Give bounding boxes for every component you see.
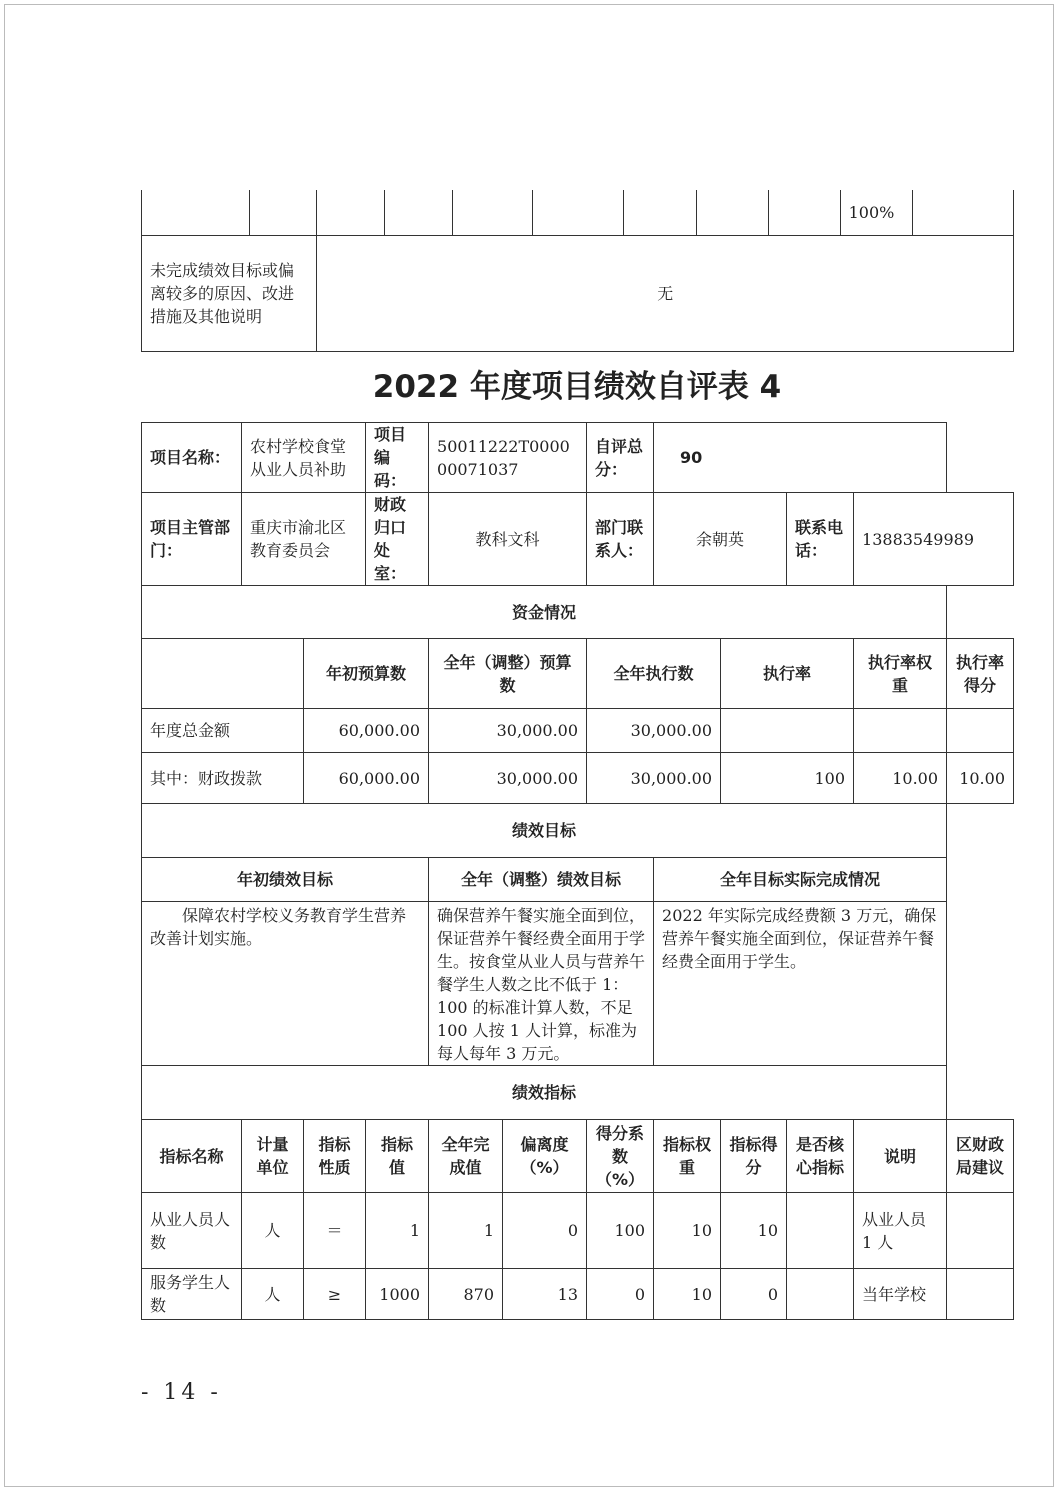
notes-value: 无 (317, 235, 1014, 351)
prev-last-value: 100% (840, 190, 913, 235)
finance-office-label: 财政归口处室： (366, 493, 429, 586)
indicator-coefficient: 100 (587, 1193, 654, 1269)
indicator-coefficient: 0 (587, 1269, 654, 1320)
funds-budget: 60,000.00 (304, 709, 429, 753)
indicators-section-header: 绩效指标 (142, 1066, 947, 1120)
indicator-header: 指标名称 (142, 1120, 242, 1193)
funds-executed: 30,000.00 (587, 753, 721, 804)
project-code-label: 项目编码： (366, 423, 429, 493)
funds-header: 执行率权重 (854, 639, 947, 709)
indicator-weight: 10 (654, 1193, 721, 1269)
funds-section-header: 资金情况 (142, 586, 947, 639)
funds-executed: 30,000.00 (587, 709, 721, 753)
funds-header: 执行率 (721, 639, 854, 709)
indicator-note: 当年学校 (854, 1269, 947, 1320)
funds-budget: 60,000.00 (304, 753, 429, 804)
indicator-nature: ≥ (304, 1269, 366, 1320)
funds-row-label: 年度总金额 (142, 709, 304, 753)
goals-header: 全年（调整）绩效目标 (429, 858, 654, 902)
indicator-value: 1 (366, 1193, 429, 1269)
project-name: 农村学校食堂从业人员补助 (242, 423, 366, 493)
goal-adjusted: 确保营养午餐实施全面到位，保证营养午餐经费全面用于学生。按食堂从业人员与营养午餐学生人数之比不低于 1：100 的标准计算人数，不足 100 人按 1 人计算，标准为每人每年 3 万元。 (429, 902, 654, 1066)
indicator-core (787, 1193, 854, 1269)
indicator-core (787, 1269, 854, 1320)
indicator-score: 10 (721, 1193, 787, 1269)
indicator-unit: 人 (242, 1193, 304, 1269)
indicator-header: 说明 (854, 1120, 947, 1193)
score-label: 自评总分： (587, 423, 654, 493)
funds-adjusted: 30,000.00 (429, 753, 587, 804)
indicator-name: 从业人员人数 (142, 1193, 242, 1269)
table-row (142, 1269, 1014, 1320)
goals-header: 年初绩效目标 (142, 858, 429, 902)
phone-value: 13883549989 (854, 493, 1014, 586)
indicator-unit: 人 (242, 1269, 304, 1320)
goal-initial: 保障农村学校义务教育学生营养改善计划实施。 (142, 902, 429, 1066)
funds-header: 年初预算数 (304, 639, 429, 709)
indicator-header: 全年完成值 (429, 1120, 503, 1193)
indicator-header: 指标值 (366, 1120, 429, 1193)
dept-value: 重庆市渝北区教育委员会 (242, 493, 366, 586)
indicator-name: 服务学生人数 (142, 1269, 242, 1320)
goal-actual: 2022 年实际完成经费额 3 万元，确保营养午餐实施全面到位，保证营养午餐经费全面用于学生。 (654, 902, 947, 1066)
indicator-header: 指标权重 (654, 1120, 721, 1193)
notes-label: 未完成绩效目标或偏离较多的原因、改进措施及其他说明 (142, 235, 317, 351)
goals-section-header: 绩效目标 (142, 804, 947, 858)
indicator-value: 1000 (366, 1269, 429, 1320)
project-code: 50011222T000000071037 (429, 423, 587, 493)
funds-row-label: 其中：财政拨款 (142, 753, 304, 804)
project-name-label: 项目名称： (142, 423, 242, 493)
funds-score: 10.00 (947, 753, 1014, 804)
indicator-header: 计量单位 (242, 1120, 304, 1193)
table-row (142, 753, 1014, 804)
funds-header: 全年执行数 (587, 639, 721, 709)
funds-adjusted: 30,000.00 (429, 709, 587, 753)
previous-table-tail (141, 190, 1014, 352)
indicator-weight: 10 (654, 1269, 721, 1320)
funds-rate (721, 709, 854, 753)
contact-label: 部门联系人： (587, 493, 654, 586)
indicator-deviation: 13 (503, 1269, 587, 1320)
table-row (142, 709, 1014, 753)
finance-office-value: 教科文科 (429, 493, 587, 586)
indicator-deviation: 0 (503, 1193, 587, 1269)
indicator-header: 指标性质 (304, 1120, 366, 1193)
indicator-header: 是否核心指标 (787, 1120, 854, 1193)
funds-score (947, 709, 1014, 753)
goals-header: 全年目标实际完成情况 (654, 858, 947, 902)
dept-label: 项目主管部门： (142, 493, 242, 586)
indicator-advice (947, 1269, 1014, 1320)
indicator-note: 从业人员 1 人 (854, 1193, 947, 1269)
phone-label: 联系电话： (787, 493, 854, 586)
funds-weight: 10.00 (854, 753, 947, 804)
indicator-advice (947, 1193, 1014, 1269)
table-row (142, 1193, 1014, 1269)
page-number: - 14 - (141, 1380, 222, 1405)
indicator-header: 区财政局建议 (947, 1120, 1014, 1193)
evaluation-table (141, 422, 1014, 1320)
indicator-done: 1 (429, 1193, 503, 1269)
funds-header: 执行率得分 (947, 639, 1014, 709)
indicator-header: 偏离度（%） (503, 1120, 587, 1193)
contact-value: 余朝英 (654, 493, 787, 586)
score-value: 90 (654, 423, 947, 493)
indicator-header: 得分系数（%） (587, 1120, 654, 1193)
indicator-done: 870 (429, 1269, 503, 1320)
funds-rate: 100 (721, 753, 854, 804)
page-title: 2022 年度项目绩效自评表 4 (372, 369, 782, 405)
indicator-score: 0 (721, 1269, 787, 1320)
indicator-header: 指标得分 (721, 1120, 787, 1193)
funds-header: 全年（调整）预算数 (429, 639, 587, 709)
funds-weight (854, 709, 947, 753)
indicator-nature: ＝ (304, 1193, 366, 1269)
